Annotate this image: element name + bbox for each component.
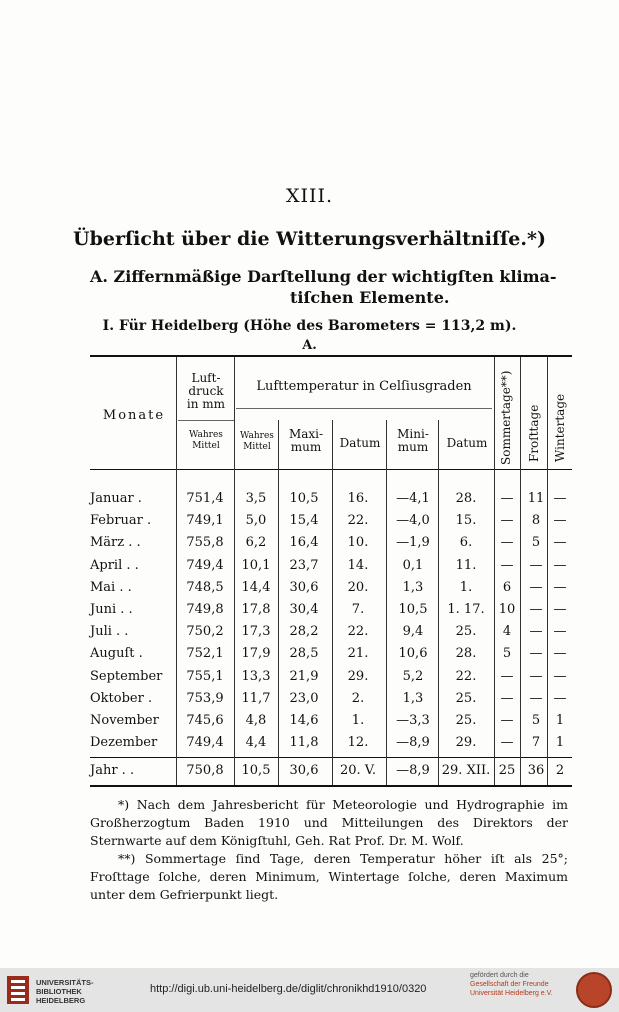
cell-max-date: 10. [347, 535, 369, 551]
library-line-1: UNIVERSITÄTS- [36, 978, 94, 987]
library-name [36, 978, 94, 1005]
cell-min: —1,9 [396, 535, 430, 551]
cell-pressure: 753,9 [186, 690, 224, 706]
cell-min-date: 6. [459, 535, 473, 551]
cell-max: 28,2 [289, 624, 319, 640]
page-title: Überſicht über die Witterungsverhältniſſe.*) [73, 228, 546, 250]
cell-pressure: 752,1 [186, 646, 224, 662]
cell-min-date: 1. 17. [447, 602, 485, 617]
header-wahres-mittel-t: Wahres Mittel [240, 431, 274, 452]
cell-min: 1,3 [402, 690, 424, 706]
cell-min-date: 29. [455, 735, 477, 751]
cell-min: —3,3 [396, 713, 430, 728]
cell-min: —8,9 [396, 735, 430, 751]
cell-max: 10,5 [289, 491, 319, 506]
cell-frost-days: 7 [531, 735, 541, 751]
cell-summer-days: 5 [502, 646, 512, 662]
cell-min: 10,6 [398, 646, 428, 662]
temp-header-rule [236, 408, 492, 409]
cell-min-date: 11. [455, 557, 477, 573]
cell-max: 21,9 [289, 668, 319, 684]
table-row-total [0, 763, 619, 785]
cell-min: —4,1 [396, 491, 430, 506]
cell-mean: 3,5 [245, 491, 267, 506]
cell-pressure: 749,4 [186, 735, 224, 751]
cell-frost-days: 8 [531, 513, 541, 529]
cell-frost-days: — [529, 579, 543, 595]
cell-min-date: 1. [459, 579, 473, 595]
cell-min: 1,3 [402, 579, 424, 595]
header-datum-1: Datum [339, 436, 381, 450]
sponsor-org-line-2: Universität Heidelberg e.V. [470, 990, 553, 997]
header-luftdruck: Luft- druck in mm [186, 371, 226, 411]
cell-month: Auguſt . [90, 646, 143, 662]
cell-summer-days: — [500, 535, 514, 551]
cell-frost-days: 5 [531, 713, 541, 728]
university-seal-icon [576, 972, 612, 1008]
cell-pressure: 750,2 [186, 624, 224, 640]
cell-mean: 4,8 [245, 713, 267, 728]
cell-max-date: 7. [351, 602, 365, 617]
cell-pressure: 751,4 [186, 491, 224, 506]
total-bottom-rule [90, 785, 572, 787]
cell-max-date: 20. [347, 579, 369, 595]
cell-frost-days: — [529, 557, 543, 573]
cell-max-date: 29. [347, 668, 369, 684]
total-pressure: 750,8 [186, 763, 224, 778]
table-row [0, 602, 619, 624]
header-wahres-mittel-p: Wahres Mittel [189, 430, 223, 451]
cell-mean: 17,8 [241, 602, 271, 617]
header-monate: Monate [102, 408, 166, 423]
cell-max-date: 14. [347, 557, 369, 573]
header-lufttemperatur: Lufttemperatur in Celſiusgraden [256, 379, 472, 394]
cell-winter-days: — [553, 579, 567, 595]
cell-month: Januar . [90, 491, 142, 506]
cell-mean: 10,1 [241, 557, 271, 573]
cell-max-date: 16. [347, 491, 369, 506]
table-row [0, 735, 619, 757]
cell-mean: 11,7 [241, 690, 271, 706]
library-line-3: HEIDELBERG [36, 996, 86, 1005]
cell-pressure: 749,8 [186, 602, 224, 617]
header-datum-2: Datum [446, 436, 488, 450]
cell-summer-days: — [500, 735, 514, 751]
cell-max-date: 22. [347, 513, 369, 529]
cell-winter-days: — [553, 646, 567, 662]
library-logo-icon [6, 975, 30, 1005]
cell-summer-days: 6 [502, 579, 512, 595]
cell-min-date: 28. [455, 491, 477, 506]
total-month: Jahr . . [90, 763, 135, 778]
cell-summer-days: — [500, 491, 514, 506]
table-label: A. [302, 338, 317, 353]
section-a-heading [90, 266, 560, 308]
subsection-heading: I. Für Heidelberg (Höhe des Barometers = 113,2 m). [102, 318, 517, 334]
cell-month: März . . [90, 535, 141, 551]
cell-frost-days: — [529, 646, 543, 662]
total-min: —8,9 [396, 763, 430, 778]
table-top-rule [90, 355, 572, 357]
cell-min: —4,0 [396, 513, 430, 529]
cell-max: 11,8 [289, 735, 319, 751]
footnote-2: **) Sommertage ſind Tage, deren Temperatur höher iſt als 25°; Froſttage ſolche, deren Minimum, Wintertage ſolche, deren Maximum unter dem Gefrierpunkt liegt. [90, 851, 568, 902]
sponsor-line: gefördert durch die [470, 972, 529, 979]
cell-max: 23,0 [289, 690, 319, 706]
cell-frost-days: — [529, 690, 543, 706]
header-sommertage: Sommertage**) [499, 370, 513, 465]
total-summer-days: 25 [498, 763, 516, 778]
cell-pressure: 745,6 [186, 713, 224, 728]
cell-min-date: 25. [455, 624, 477, 640]
cell-min: 5,2 [402, 668, 424, 684]
header-bottom-rule [90, 469, 572, 470]
cell-winter-days: — [553, 535, 567, 551]
cell-month: Juni . . [90, 602, 133, 617]
cell-pressure: 755,8 [186, 535, 224, 551]
cell-min: 9,4 [402, 624, 424, 640]
cell-max: 15,4 [289, 513, 319, 529]
section-a-line2: tiſchen Elemente. [290, 288, 450, 307]
cell-month: Oktober . [90, 690, 153, 706]
total-winter-days: 2 [555, 763, 565, 778]
cell-mean: 6,2 [245, 535, 267, 551]
cell-summer-days: 4 [502, 624, 512, 640]
cell-pressure: 749,4 [186, 557, 224, 573]
total-frost-days: 36 [527, 763, 545, 778]
cell-frost-days: 5 [531, 535, 541, 551]
total-max: 30,6 [289, 763, 319, 778]
cell-max-date: 1. [351, 713, 365, 728]
footnote-1: *) Nach dem Jahresbericht für Meteorologie und Hydrographie im Großherzogtum Baden 1910 und Mitteilungen des Direktors der Sternwarte auf dem Königſtuhl, Geh. Rat Prof. Dr. M. Wolf. [90, 797, 568, 848]
cell-winter-days: — [553, 668, 567, 684]
table-row [0, 691, 619, 713]
cell-max-date: 22. [347, 624, 369, 640]
cell-frost-days: — [529, 602, 543, 617]
page-url-link[interactable]: http://digi.ub.uni-heidelberg.de/diglit/chronikhd1910/0320 [150, 983, 427, 995]
cell-month: September [90, 668, 163, 684]
table-row [0, 624, 619, 646]
header-frosttage: Froſttage [527, 404, 541, 462]
table-row [0, 713, 619, 735]
cell-winter-days: 1 [555, 735, 565, 751]
header-minimum: Mini- mum [397, 427, 429, 454]
cell-winter-days: 1 [555, 713, 565, 728]
cell-winter-days: — [553, 624, 567, 640]
sponsor-text [470, 971, 553, 998]
total-max-date: 20. V. [339, 763, 377, 778]
table-row [0, 535, 619, 557]
cell-month: Mai . . [90, 579, 132, 595]
table-row [0, 558, 619, 580]
cell-min-date: 22. [455, 668, 477, 684]
cell-min: 10,5 [398, 602, 428, 617]
luftdruck-header-rule [178, 420, 234, 421]
cell-max-date: 21. [347, 646, 369, 662]
table-row [0, 669, 619, 691]
cell-mean: 5,0 [245, 513, 267, 529]
cell-max: 30,4 [289, 602, 319, 617]
cell-max-date: 12. [347, 735, 369, 751]
cell-max: 16,4 [289, 535, 319, 551]
cell-pressure: 748,5 [186, 579, 224, 595]
cell-min-date: 25. [455, 713, 477, 728]
cell-frost-days: 11 [527, 491, 545, 506]
table-row [0, 513, 619, 535]
cell-month: April . . [90, 557, 139, 573]
cell-pressure: 749,1 [186, 513, 224, 529]
cell-summer-days: — [500, 513, 514, 529]
cell-month: November [90, 713, 159, 728]
cell-min: 0,1 [402, 557, 424, 573]
cell-winter-days: — [553, 557, 567, 573]
cell-frost-days: — [529, 668, 543, 684]
total-min-date: 29. XII. [441, 763, 491, 778]
cell-mean: 13,3 [241, 668, 271, 684]
cell-frost-days: — [529, 624, 543, 640]
cell-mean: 4,4 [245, 735, 267, 751]
cell-mean: 17,9 [241, 646, 271, 662]
cell-max: 30,6 [289, 579, 319, 595]
section-a-line1: A. Ziffernmäßige Darſtellung der wichtigſten klima- [90, 267, 557, 286]
cell-summer-days: — [500, 713, 514, 728]
table-row [0, 646, 619, 668]
cell-summer-days: — [500, 668, 514, 684]
cell-summer-days: 10 [498, 602, 516, 617]
table-row [0, 580, 619, 602]
cell-summer-days: — [500, 557, 514, 573]
cell-winter-days: — [553, 491, 567, 506]
cell-winter-days: — [553, 602, 567, 617]
cell-max-date: 2. [351, 690, 365, 706]
header-wintertage: Wintertage [553, 393, 567, 462]
cell-month: Dezember [90, 735, 158, 751]
cell-month: Februar . [90, 513, 152, 529]
table-row [0, 491, 619, 513]
cell-mean: 17,3 [241, 624, 271, 640]
cell-min-date: 15. [455, 513, 477, 529]
sponsor-org-line-1: Gesellschaft der Freunde [470, 981, 549, 988]
cell-mean: 14,4 [241, 579, 271, 595]
cell-summer-days: — [500, 690, 514, 706]
cell-max: 14,6 [289, 713, 319, 728]
cell-month: Juli . . [90, 624, 129, 640]
header-maximum: Maxi- mum [288, 427, 324, 454]
cell-min-date: 28. [455, 646, 477, 662]
cell-min-date: 25. [455, 690, 477, 706]
cell-winter-days: — [553, 513, 567, 529]
chapter-number: XIII. [285, 185, 334, 207]
cell-pressure: 755,1 [186, 668, 224, 684]
cell-max: 23,7 [289, 557, 319, 573]
cell-max: 28,5 [289, 646, 319, 662]
library-line-2: BIBLIOTHEK [36, 987, 82, 996]
total-mean: 10,5 [241, 763, 271, 778]
cell-winter-days: — [553, 690, 567, 706]
